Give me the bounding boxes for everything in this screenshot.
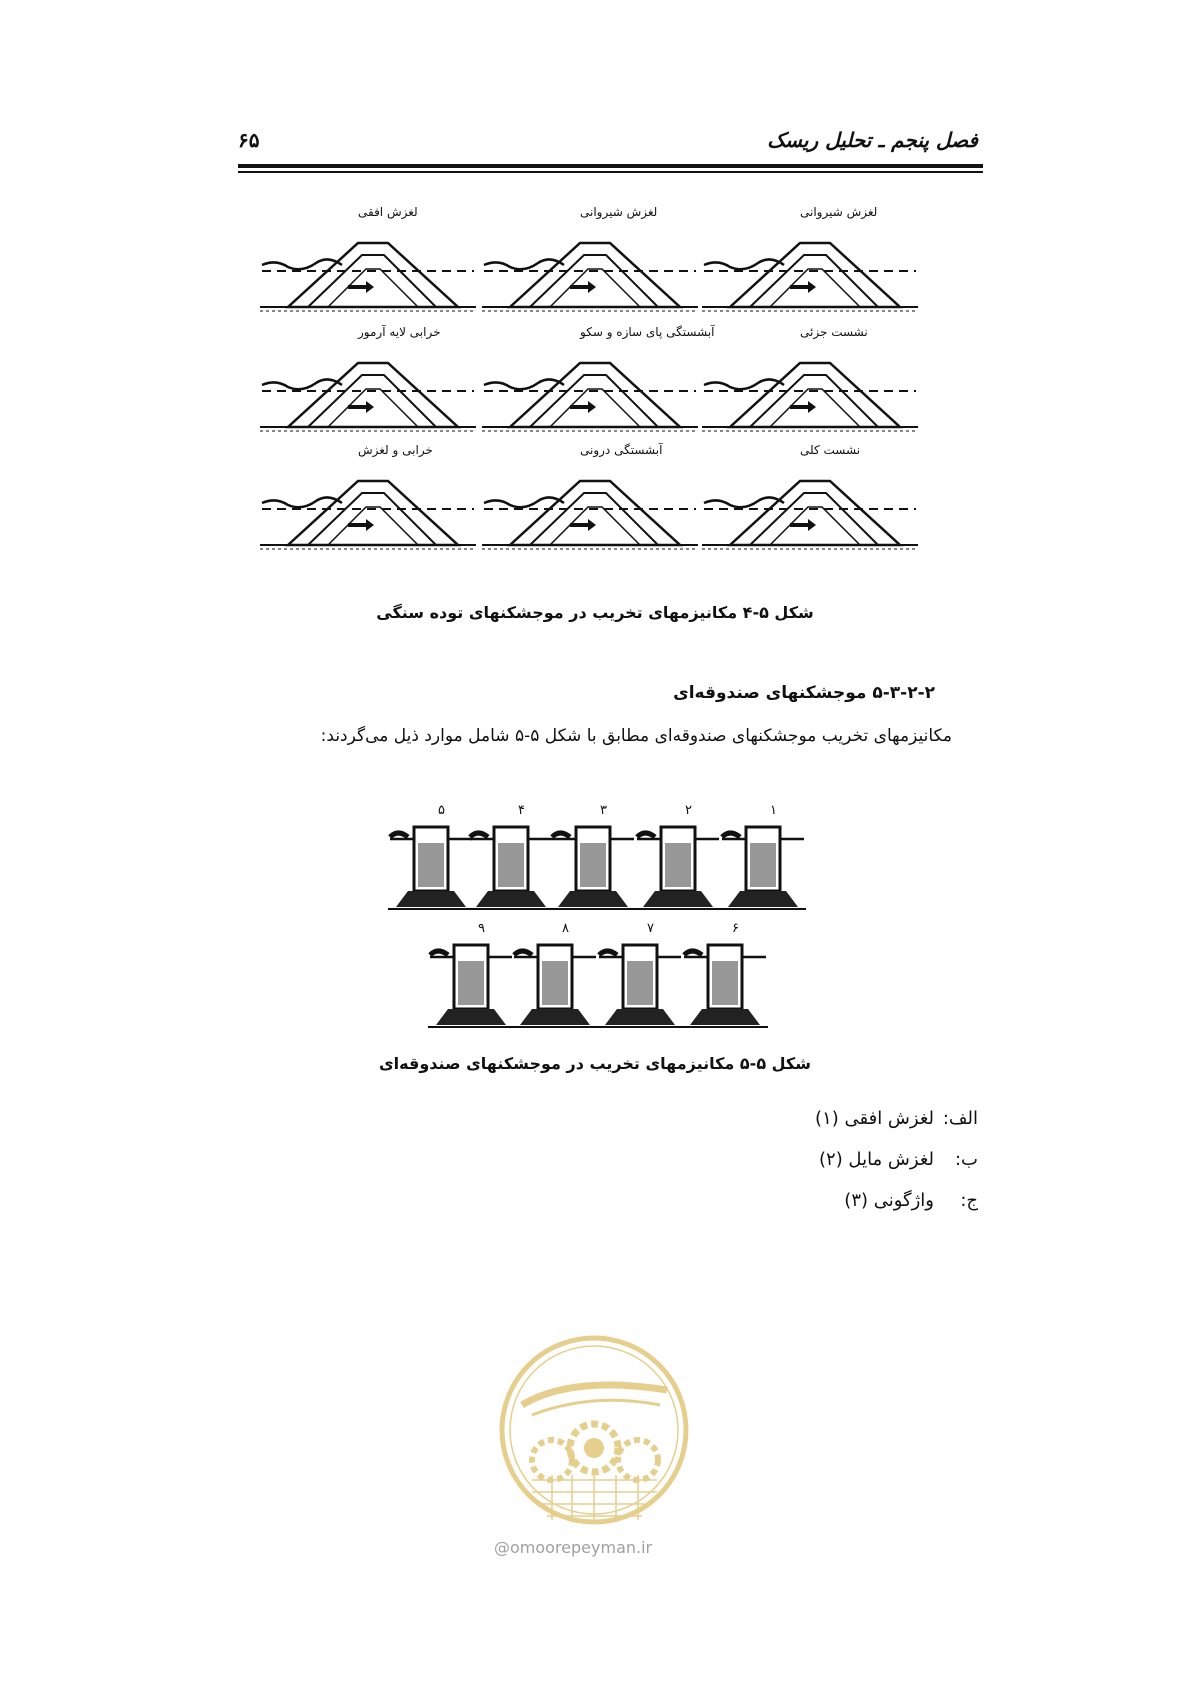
- caisson-diagram: [426, 923, 516, 1033]
- failure-label: لغزش شیروانی: [580, 205, 658, 219]
- list-item: [815, 1108, 978, 1129]
- caisson-diagram: [718, 805, 808, 915]
- failure-diagram: [480, 441, 700, 559]
- failure-label: نشست کلی: [800, 443, 861, 457]
- caisson-number: ۸: [562, 921, 569, 936]
- breakwater-section-icon: [700, 225, 920, 321]
- caisson-diagram: [680, 923, 770, 1033]
- caisson-number: ۲: [685, 803, 692, 818]
- list-item-label: ب:: [954, 1149, 978, 1170]
- caisson-section-icon: [426, 937, 516, 1033]
- caisson-section-icon: [466, 819, 556, 915]
- breakwater-section-icon: [258, 225, 478, 321]
- breakwater-section-icon: [700, 463, 920, 559]
- rubble-mound-figure: [268, 203, 968, 583]
- caisson-diagram: [548, 805, 638, 915]
- failure-diagram: [700, 323, 920, 441]
- breakwater-section-icon: [258, 345, 478, 441]
- caisson-section-icon: [718, 819, 808, 915]
- caisson-figure: [398, 805, 818, 1037]
- caisson-diagram: [510, 923, 600, 1033]
- at-sign-icon: @: [494, 1538, 510, 1557]
- failure-diagram: [700, 203, 920, 321]
- section-paragraph: مکانیزمهای تخریب موجشکنهای صندوقه‌ای مطابق با شکل ۵-۵ شامل موارد ذیل می‌گردند:: [320, 726, 952, 746]
- caisson-number: ۴: [518, 803, 525, 818]
- list-item-text: واژگونی (۳): [844, 1190, 934, 1211]
- failure-diagram: [258, 323, 478, 441]
- page-number: ۶۵: [238, 128, 260, 152]
- header-rule-thin: [238, 171, 983, 173]
- list-item-text: لغزش مایل (۲): [818, 1149, 934, 1170]
- failure-label: لغزش شیروانی: [800, 205, 878, 219]
- caisson-section-icon: [680, 937, 770, 1033]
- caisson-number: ۹: [478, 921, 485, 936]
- watermark-emblem-icon: [492, 1330, 697, 1530]
- failure-diagram: [700, 441, 920, 559]
- list-item-label: ج:: [960, 1190, 978, 1211]
- caisson-section-icon: [595, 937, 685, 1033]
- failure-diagram: [258, 441, 478, 559]
- caisson-section-icon: [510, 937, 600, 1033]
- caisson-number: ۷: [647, 921, 654, 936]
- caisson-section-icon: [633, 819, 723, 915]
- caisson-number: ۶: [732, 921, 739, 936]
- breakwater-section-icon: [258, 463, 478, 559]
- list-item: [844, 1190, 978, 1211]
- breakwater-section-icon: [700, 345, 920, 441]
- caisson-number: ۱: [770, 803, 777, 818]
- failure-label: خرابی و لغزش: [358, 443, 433, 457]
- caisson-diagram: [633, 805, 723, 915]
- caisson-diagram: [595, 923, 685, 1033]
- caisson-number: ۵: [438, 803, 445, 818]
- breakwater-section-icon: [480, 463, 700, 559]
- list-item: [819, 1149, 978, 1170]
- failure-diagram: [258, 203, 478, 321]
- caisson-diagram: [386, 805, 476, 915]
- caisson-diagram: [466, 805, 556, 915]
- failure-label: آبشستگی درونی: [580, 443, 663, 457]
- list-item-label: الف:: [942, 1108, 978, 1129]
- failure-label: آبشستگی پای سازه و سکو: [580, 325, 715, 339]
- caisson-number: ۳: [600, 803, 607, 818]
- watermark-site: @omoorepeyman.ir: [494, 1538, 653, 1557]
- failure-diagram: [480, 203, 700, 321]
- caisson-section-icon: [386, 819, 476, 915]
- caisson-section-icon: [548, 819, 638, 915]
- failure-diagram: [480, 323, 715, 441]
- header-rule-thick: [238, 164, 983, 168]
- list-item-text: لغزش افقی (۱): [815, 1108, 934, 1129]
- figure2-caption: شکل ۵-۵ مکانیزمهای تخریب در موجشکنهای صندوقه‌ای: [379, 1054, 811, 1073]
- figure1-caption: شکل ۵-۴ مکانیزمهای تخریب در موجشکنهای توده سنگی: [376, 603, 814, 622]
- breakwater-section-icon: [480, 225, 700, 321]
- failure-label: لغزش افقی: [358, 205, 418, 219]
- breakwater-section-icon: [480, 345, 700, 441]
- failure-label: خرابی لایه آرمور: [358, 325, 441, 339]
- failure-label: نشست جزئی: [800, 325, 868, 339]
- section-heading: ۵-۳-۲-۲ موجشکنهای صندوقه‌ای: [673, 683, 935, 703]
- chapter-title: فصل پنجم ـ تحلیل ریسک: [767, 128, 978, 152]
